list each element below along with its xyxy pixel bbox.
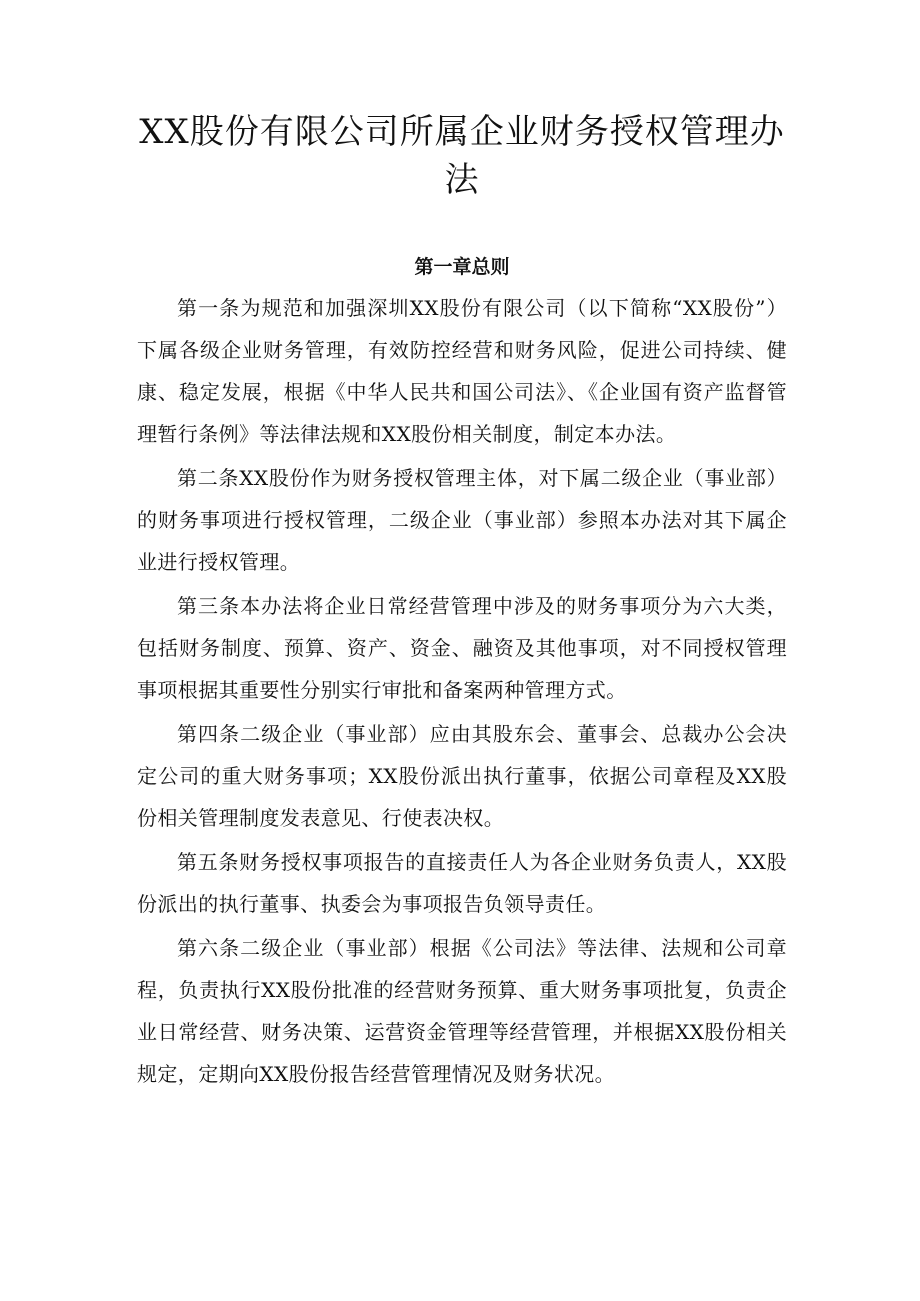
- article-4: 第四条二级企业（事业部）应由其股东会、董事会、总裁办公会决定公司的重大财务事项；XX股份派出执行董事，依据公司章程及XX股份相关管理制度发表意见、行使表决权。: [137, 722, 787, 830]
- article-1: 第一条为规范和加强深圳XX股份有限公司（以下简称“XX股份”）下属各级企业财务管理，有效防控经营和财务风险，促进公司持续、健康、稳定发展，根据《中华人民共和国公司法》、《企业国有资产监督管理暂行条例》等法律法规和XX股份相关制度，制定本办法。: [137, 296, 787, 446]
- article-3: 第三条本办法将企业日常经营管理中涉及的财务事项分为六大类，包括财务制度、预算、资产、资金、融资及其他事项，对不同授权管理事项根据其重要性分别实行审批和备案两种管理方式。: [137, 594, 787, 702]
- article-5: 第五条财务授权事项报告的直接责任人为各企业财务负责人，XX股份派出的执行董事、执委会为事项报告负领导责任。: [137, 850, 787, 916]
- document-body: [137, 287, 787, 1097]
- document-title: XX股份有限公司所属企业财务授权管理办法: [139, 112, 785, 200]
- article-2: 第二条XX股份作为财务授权管理主体，对下属二级企业（事业部）的财务事项进行授权管理，二级企业（事业部）参照本办法对其下属企业进行授权管理。: [137, 466, 787, 574]
- chapter-heading: 第一章总则: [414, 256, 510, 278]
- article-6: 第六条二级企业（事业部）根据《公司法》等法律、法规和公司章程，负责执行XX股份批准的经营财务预算、重大财务事项批复，负责企业日常经营、财务决策、运营资金管理等经营管理，并根据XX股份相关规定，定期向XX股份报告经营管理情况及财务状况。: [137, 936, 787, 1086]
